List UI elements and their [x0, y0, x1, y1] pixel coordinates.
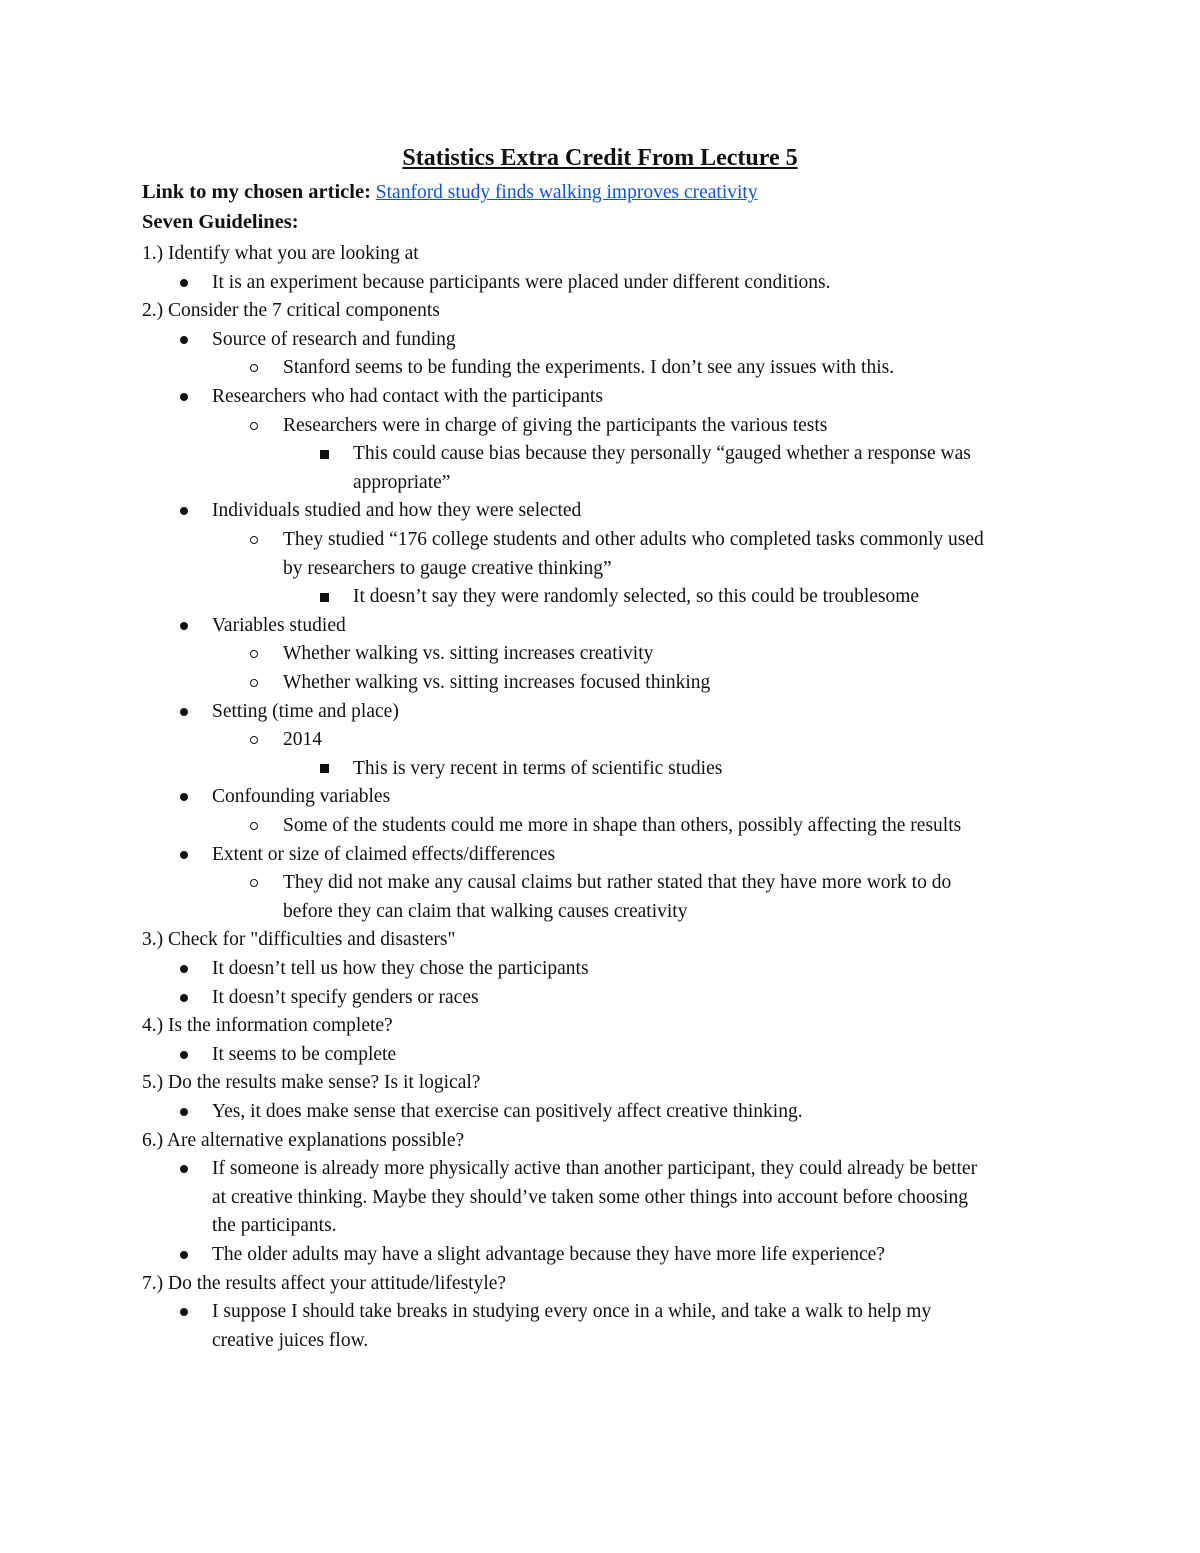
article-link-line [142, 178, 758, 207]
list-item: It doesn’t say they were randomly selected, so this could be troublesome [353, 586, 920, 608]
bullet-dot-icon [180, 793, 188, 801]
list-item: This is very recent in terms of scientific studies [353, 757, 723, 779]
bullet-circle-icon [250, 536, 258, 544]
bullet-circle-icon [250, 879, 258, 887]
bullet-circle-icon [250, 650, 258, 658]
bullet-square-icon [320, 450, 329, 459]
article-link[interactable]: Stanford study finds walking improves creativity [375, 182, 758, 203]
list-item: Whether walking vs. sitting increases creativity [283, 643, 654, 665]
bullet-circle-icon [250, 422, 258, 430]
guideline-heading: 1.) Identify what you are looking at [142, 243, 419, 264]
bullet-square-icon [320, 764, 329, 773]
list-item: If someone is already more physically active than another participant, they could already be better [212, 1158, 978, 1180]
list-item: by researchers to gauge creative thinking” [283, 557, 612, 579]
list-item: It doesn’t tell us how they chose the participants [212, 958, 589, 979]
list-item: before they can claim that walking causes creativity [283, 900, 688, 922]
bullet-circle-icon [250, 679, 258, 687]
article-link-label: Link to my chosen article: [142, 181, 371, 203]
list-item: Stanford seems to be funding the experiments. I don’t see any issues with this. [283, 357, 895, 379]
bullet-circle-icon [250, 822, 258, 830]
list-item: The older adults may have a slight advantage because they have more life experience? [212, 1244, 885, 1265]
bullet-dot-icon [180, 851, 188, 859]
bullet-dot-icon [180, 1251, 188, 1259]
bullet-dot-icon [180, 393, 188, 401]
list-item: appropriate” [353, 471, 451, 493]
guideline-heading: 5.) Do the results make sense? Is it logical? [142, 1072, 481, 1094]
list-item: Researchers were in charge of giving the participants the various tests [283, 414, 828, 436]
list-item: Variables studied [212, 614, 346, 636]
bullet-square-icon [320, 593, 329, 602]
bullet-dot-icon [180, 1051, 188, 1059]
bullet-circle-icon [250, 736, 258, 744]
bullet-dot-icon [180, 336, 188, 344]
bullet-dot-icon [180, 1308, 188, 1316]
list-item: the participants. [212, 1215, 337, 1237]
list-item: It doesn’t specify genders or races [212, 986, 479, 1008]
bullet-dot-icon [180, 1165, 188, 1173]
list-item: Confounding variables [212, 786, 391, 808]
bullet-dot-icon [180, 622, 188, 630]
list-item: This could cause bias because they personally “gauged whether a response was [353, 443, 971, 465]
guideline-heading: 4.) Is the information complete? [142, 1015, 393, 1037]
list-item: Source of research and funding [212, 328, 456, 350]
list-item: Researchers who had contact with the participants [212, 386, 603, 407]
list-item: at creative thinking. Maybe they should’ve taken some other things into account before choosing [212, 1186, 968, 1208]
list-item: Whether walking vs. sitting increases focused thinking [283, 672, 711, 693]
list-item: 2014 [283, 729, 322, 751]
bullet-dot-icon [180, 994, 188, 1002]
list-item: It is an experiment because participants were placed under different conditions. [212, 271, 831, 293]
guidelines-heading: Seven Guidelines: [142, 211, 299, 233]
list-item: Some of the students could me more in shape than others, possibly affecting the results [283, 815, 962, 836]
bullet-dot-icon [180, 279, 188, 287]
list-item: They did not make any causal claims but rather stated that they have more work to do [283, 872, 952, 894]
bullet-dot-icon [180, 708, 188, 716]
list-item: Yes, it does make sense that exercise can positively affect creative thinking. [212, 1101, 803, 1122]
bullet-dot-icon [180, 507, 188, 515]
bullet-circle-icon [250, 364, 258, 372]
list-item: They studied “176 college students and other adults who completed tasks commonly used [283, 529, 984, 550]
guideline-heading: 2.) Consider the 7 critical components [142, 300, 440, 322]
list-item: Extent or size of claimed effects/differences [212, 843, 556, 865]
list-item: Individuals studied and how they were selected [212, 500, 582, 522]
bullet-dot-icon [180, 965, 188, 973]
document-title: Statistics Extra Credit From Lecture 5 [402, 145, 798, 171]
list-item: It seems to be complete [212, 1043, 397, 1065]
guideline-heading: 6.) Are alternative explanations possible? [142, 1129, 465, 1151]
guideline-heading: 7.) Do the results affect your attitude/lifestyle? [142, 1272, 507, 1294]
list-item: creative juices flow. [212, 1329, 369, 1351]
guideline-heading: 3.) Check for "difficulties and disasters" [142, 929, 456, 951]
list-item: Setting (time and place) [212, 700, 399, 722]
bullet-dot-icon [180, 1108, 188, 1116]
list-item: I suppose I should take breaks in studying every once in a while, and take a walk to help my [212, 1301, 932, 1323]
